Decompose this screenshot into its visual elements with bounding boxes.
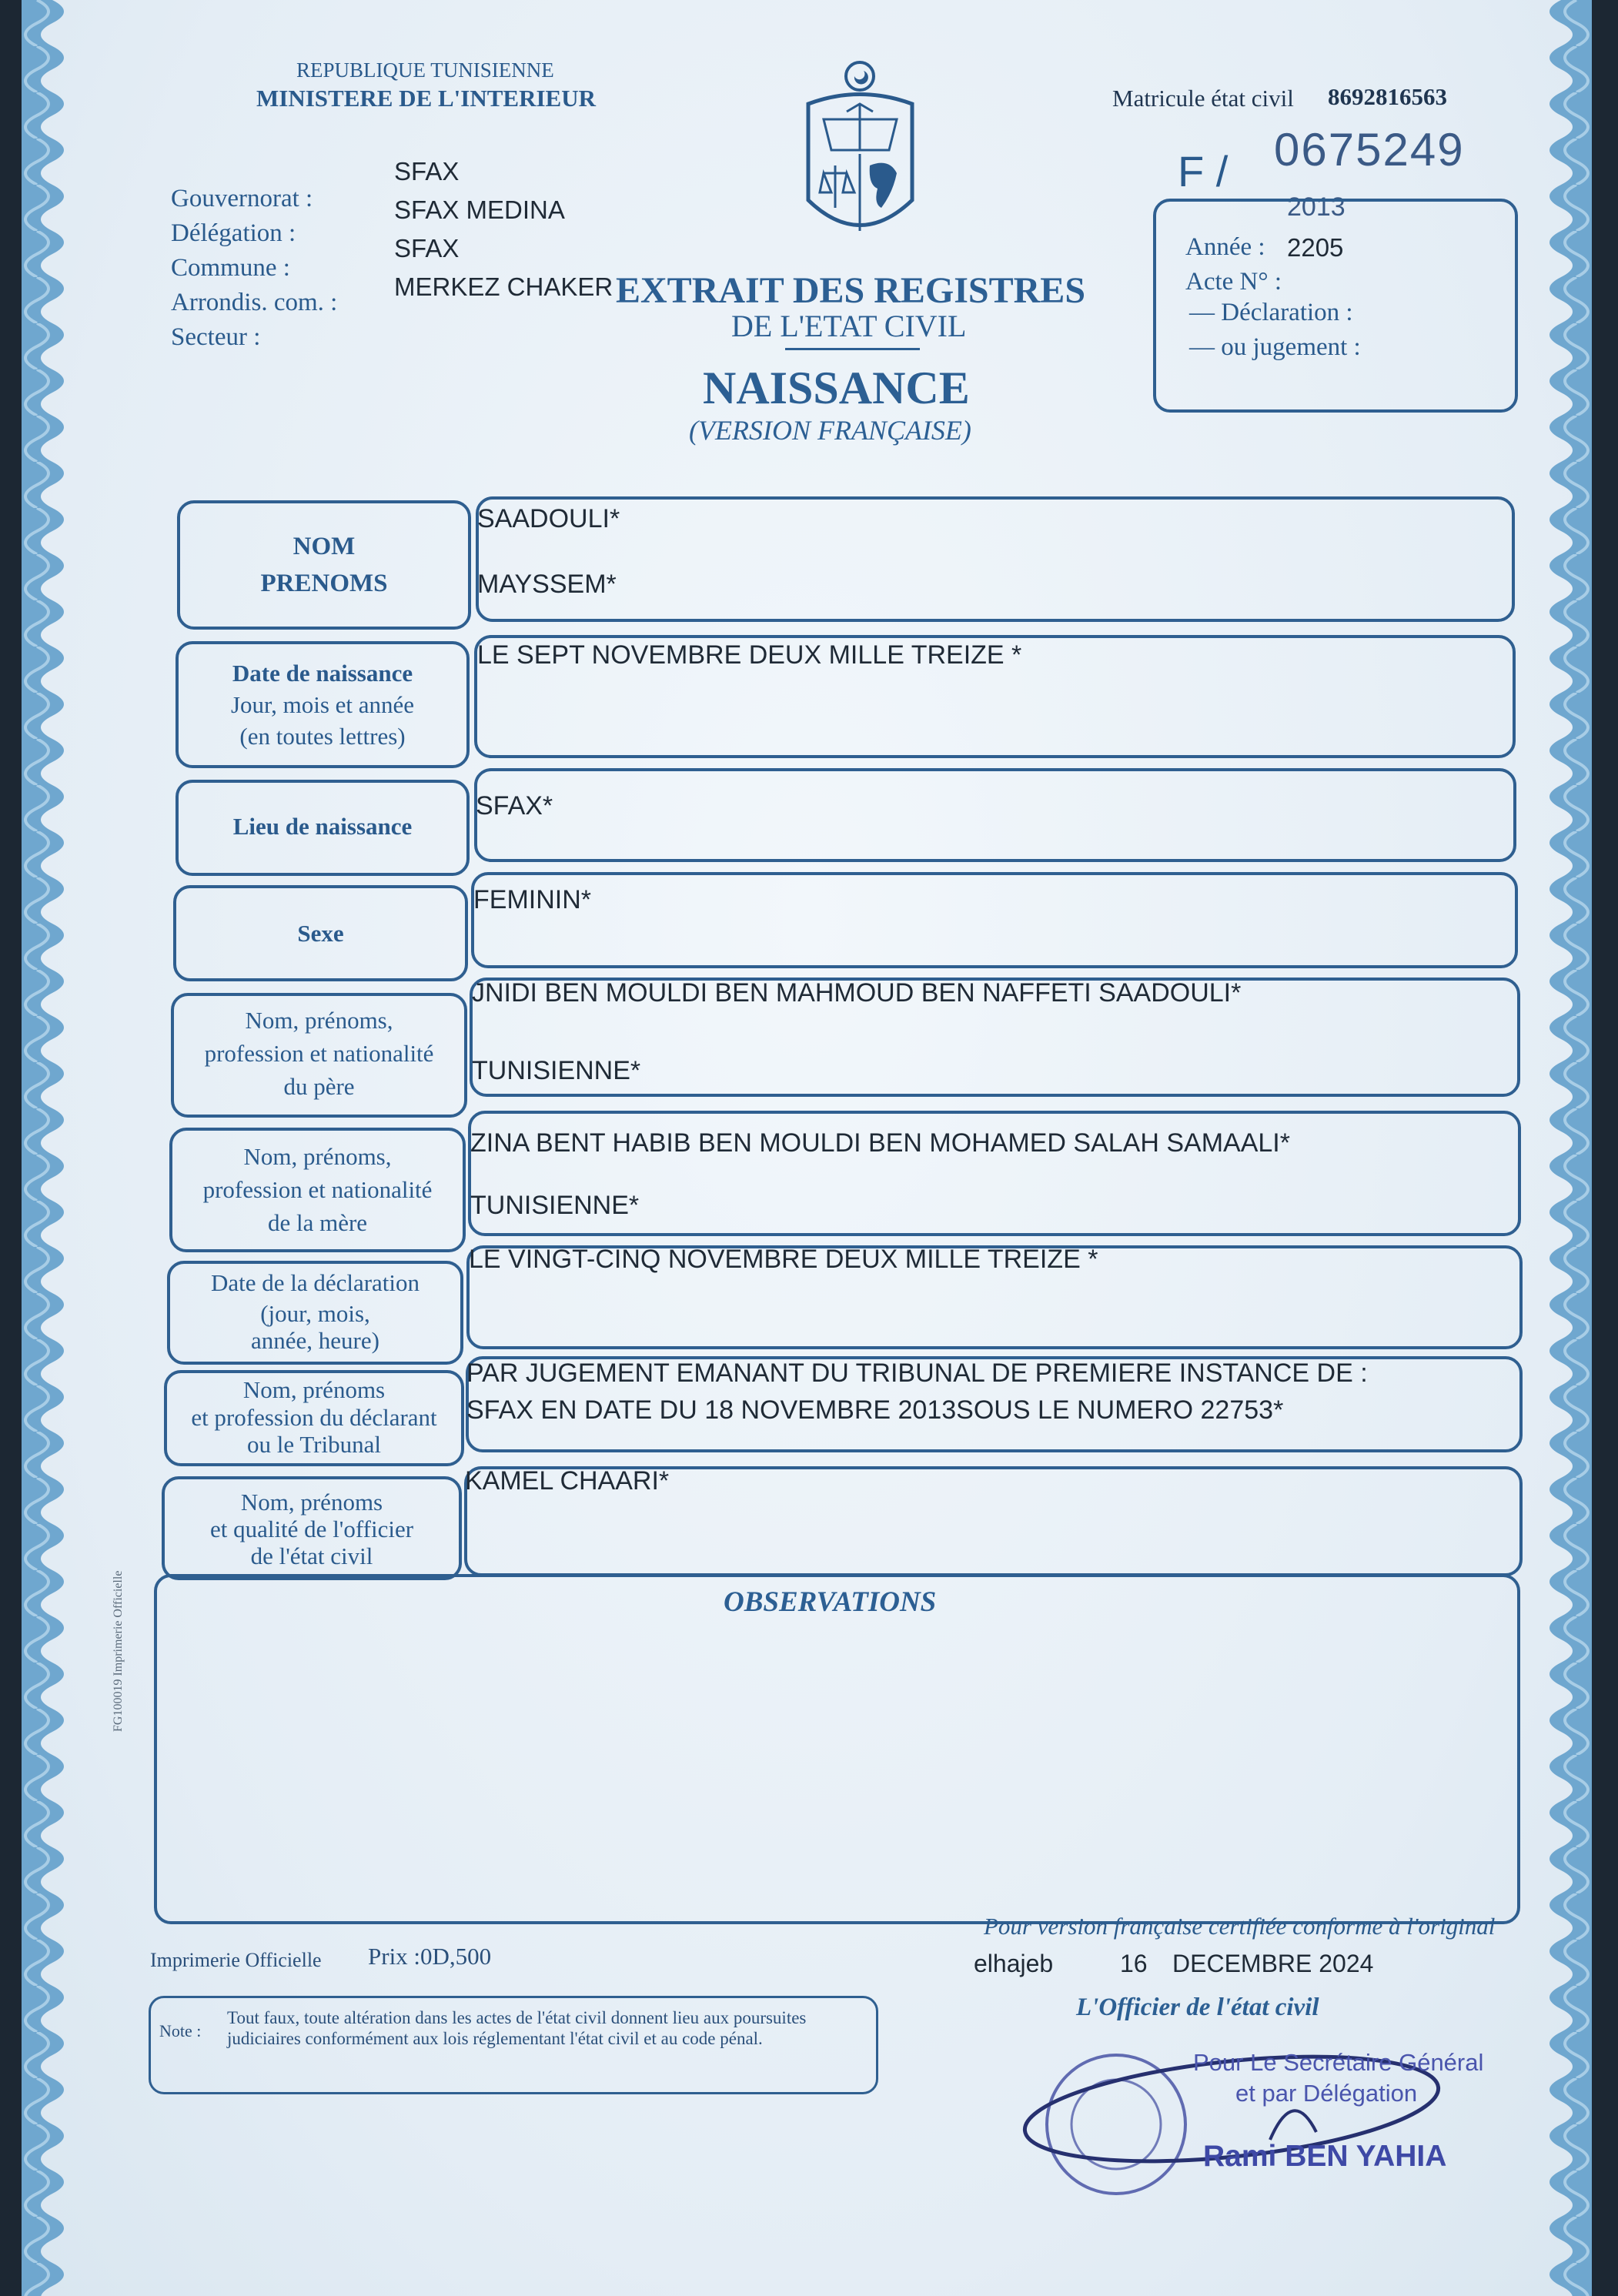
title-extrait: EXTRAIT DES REGISTRES xyxy=(616,270,1086,311)
value-gouvernorat: SFAX xyxy=(394,157,460,185)
acte-year-handwritten: 2013 xyxy=(1287,192,1346,222)
sexe-label: Sexe xyxy=(297,920,344,947)
observations-box xyxy=(154,1574,1520,1924)
nom-label-box xyxy=(177,500,471,630)
prix-label: Prix :0D,500 xyxy=(368,1943,492,1970)
value-commune: SFAX xyxy=(394,234,460,262)
declaration-row-label-2: (jour, mois, xyxy=(260,1300,370,1327)
declarant-label-1: Nom, prénoms xyxy=(242,1376,386,1403)
officier-value: KAMEL CHAARI* xyxy=(465,1466,670,1496)
imprimerie-label: Imprimerie Officielle xyxy=(150,1949,322,1971)
observations-title: OBSERVATIONS xyxy=(724,1586,937,1618)
decorative-right-border xyxy=(1538,0,1592,2296)
declaration-label: — Déclaration : xyxy=(1189,299,1353,326)
annee-label: Année : xyxy=(1185,233,1265,261)
mere-label-1: Nom, prénoms, xyxy=(243,1143,392,1170)
signature-line-1: Pour Le Secrétaire Général xyxy=(1193,2049,1484,2076)
officier-title: L'Officier de l'état civil xyxy=(1076,1994,1319,2021)
side-print-text: FG100019 Imprimerie Officielle xyxy=(112,1570,125,1732)
title-etat-civil: DE L'ETAT CIVIL xyxy=(731,309,967,343)
date-naissance-label-3: (en toutes lettres) xyxy=(239,723,406,750)
pere-value-1: JNIDI BEN MOULDI BEN MAHMOUD BEN NAFFETI SAADOULI* xyxy=(472,978,1242,1008)
note-label: Note : xyxy=(159,2021,202,2040)
declarant-label-2: et profession du déclarant xyxy=(191,1404,437,1431)
jugement-label: — ou jugement : xyxy=(1189,333,1361,361)
pere-label-2: profession et nationalité xyxy=(204,1040,434,1067)
sexe-value-box xyxy=(471,872,1518,968)
declarant-label-3: ou le Tribunal xyxy=(247,1431,381,1458)
note-text: Tout faux, toute altération dans les actes de l'état civil donnent lieu aux poursuites judiciaires conformément aux lois réglementant l'état civil et au code pénal. xyxy=(227,2008,807,2048)
ministere-header: MINISTERE DE L'INTERIEUR xyxy=(256,85,596,112)
mere-value-2: TUNISIENNE* xyxy=(470,1191,640,1220)
pere-label-3: du père xyxy=(283,1073,355,1100)
pere-value-2: TUNISIENNE* xyxy=(472,1056,641,1085)
declarant-value-2: SFAX EN DATE DU 18 NOVEMBRE 2013SOUS LE NUMERO 22753* xyxy=(466,1395,1284,1425)
date-naissance-label-2: Jour, mois et année xyxy=(230,691,415,718)
lieu-value-box xyxy=(474,768,1516,862)
label-commune: Commune : xyxy=(171,254,290,282)
declarant-value-1: PAR JUGEMENT EMANANT DU TRIBUNAL DE PREMIERE INSTANCE DE : xyxy=(466,1359,1368,1388)
officier-label-1: Nom, prénoms xyxy=(240,1489,383,1516)
pere-label-1: Nom, prénoms, xyxy=(245,1007,393,1034)
serial-number: 0675249 xyxy=(1274,124,1465,175)
prenoms-value: MAYSSEM* xyxy=(477,570,617,599)
declaration-row-label-3: année, heure) xyxy=(251,1327,379,1354)
matricule-label: Matricule état civil xyxy=(1112,85,1294,112)
sexe-value: FEMININ* xyxy=(473,885,591,914)
officier-label-2: et qualité de l'officier xyxy=(209,1516,414,1542)
location-values xyxy=(394,152,613,306)
label-arrondis: Arrondis. com. : xyxy=(171,289,338,316)
mere-value-1: ZINA BENT HABIB BEN MOULDI BEN MOHAMED SALAH SAMAALI* xyxy=(470,1128,1290,1158)
certification-text: Pour version française certifiée conforme à l'original xyxy=(984,1913,1496,1940)
nom-value: SAADOULI* xyxy=(477,504,620,533)
title-version: (VERSION FRANÇAISE) xyxy=(689,415,971,446)
officier-label-3: de l'état civil xyxy=(250,1542,373,1569)
label-gouvernorat: Gouvernorat : xyxy=(171,185,313,212)
title-naissance: NAISSANCE xyxy=(703,363,970,413)
date-naissance-value: LE SEPT NOVEMBRE DEUX MILLE TREIZE * xyxy=(477,640,1022,670)
acte-label: Acte N° : xyxy=(1185,268,1282,296)
signature-name: Rami BEN YAHIA xyxy=(1203,2140,1447,2173)
mere-label-3: de la mère xyxy=(267,1209,368,1236)
nom-label: NOM xyxy=(293,533,356,560)
mere-label-2: profession et nationalité xyxy=(202,1176,433,1203)
signature-line-2: et par Délégation xyxy=(1235,2080,1418,2107)
declaration-row-label-1: Date de la déclaration xyxy=(210,1269,420,1296)
serial-prefix: F / xyxy=(1178,147,1229,196)
annee-value: 2205 xyxy=(1287,233,1344,262)
footer-date-rest: DECEMBRE 2024 xyxy=(1172,1950,1374,1977)
date-naissance-label-1: Date de naissance xyxy=(232,660,413,687)
nom-value-box xyxy=(476,496,1515,622)
label-secteur: Secteur : xyxy=(171,323,261,351)
lieu-label: Lieu de naissance xyxy=(232,813,413,840)
declaration-value: LE VINGT-CINQ NOVEMBRE DEUX MILLE TREIZE * xyxy=(469,1245,1098,1274)
title-underline xyxy=(785,348,920,350)
footer-date-day: 16 xyxy=(1120,1950,1148,1977)
republique-header: REPUBLIQUE TUNISIENNE xyxy=(296,58,554,82)
value-delegation: SFAX MEDINA xyxy=(394,196,565,224)
coat-of-arms-icon xyxy=(793,58,928,258)
label-delegation: Délégation : xyxy=(171,219,296,247)
prenoms-label: PRENOMS xyxy=(260,570,388,597)
footer-lieu: elhajeb xyxy=(974,1950,1054,1977)
matricule-value: 8692816563 xyxy=(1328,83,1447,110)
lieu-value: SFAX* xyxy=(476,791,553,820)
value-arrondis: MERKEZ CHAKER xyxy=(394,272,613,301)
location-labels xyxy=(171,182,337,355)
decorative-left-border xyxy=(22,0,75,2296)
